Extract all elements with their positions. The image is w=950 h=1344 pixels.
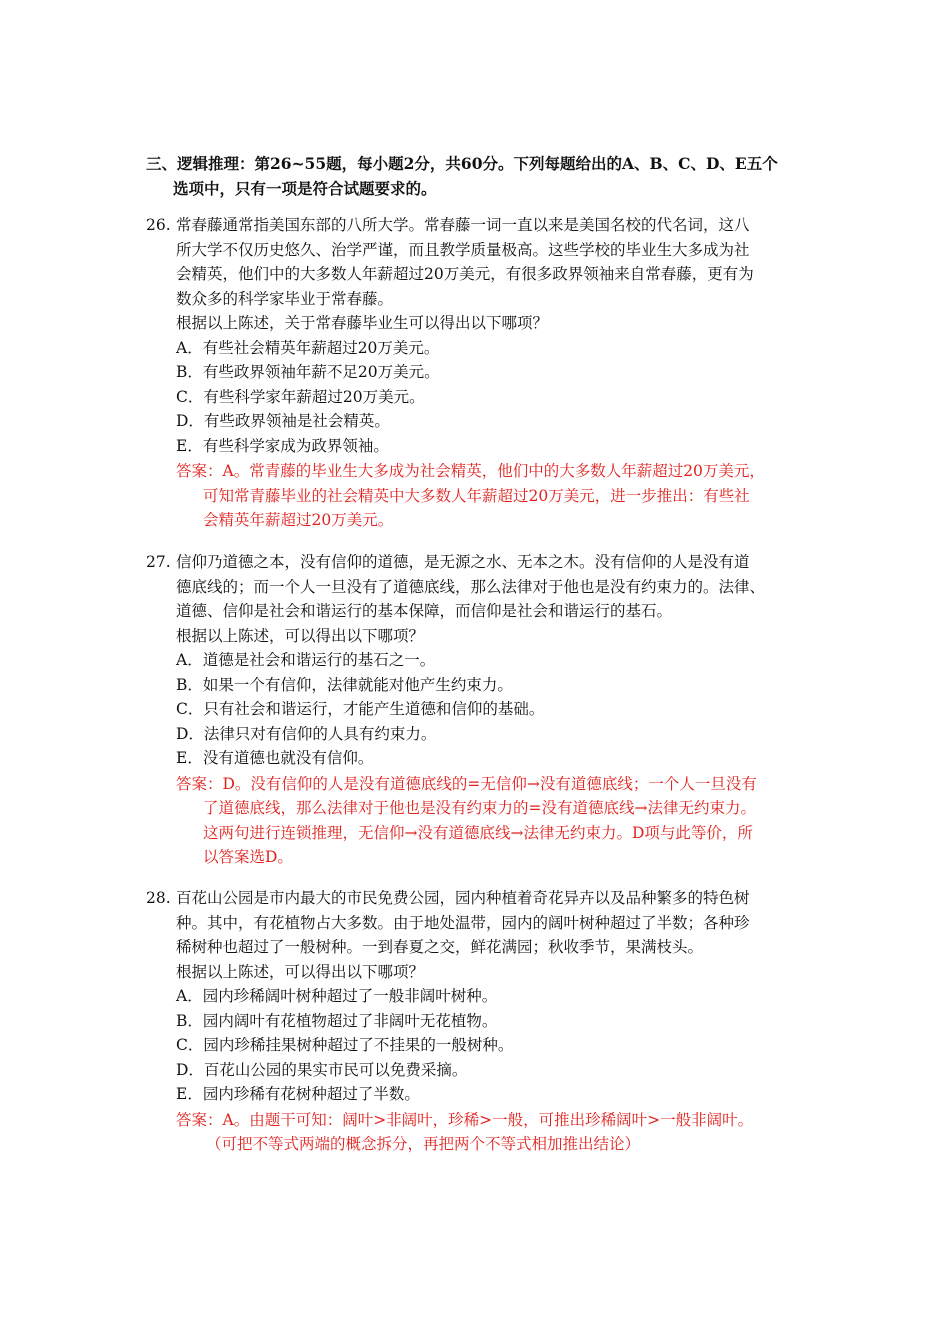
question-prompt: 根据以上陈述，可以得出以下哪项？ bbox=[176, 962, 425, 981]
section-heading-line-1: 三、逻辑推理：第26~55题，每小题2分，共60分。下列每题给出的A、B、C、D、E五个 bbox=[146, 154, 778, 173]
question-prompt: 根据以上陈述，可以得出以下哪项？ bbox=[176, 626, 425, 645]
answer-line: 可知常青藤毕业的社会精英中大多数人年薪超过20万美元，进一步推出：有些社 bbox=[203, 486, 750, 505]
option-b: B．如果一个有信仰，法律就能对他产生约束力。 bbox=[176, 675, 513, 694]
option-b: B．有些政界领袖年薪不足20万美元。 bbox=[176, 363, 440, 381]
question-number: 27. bbox=[146, 553, 171, 571]
question-stem-line: 所大学不仅历史悠久、治学严谨，而且教学质量极高。这些学校的毕业生大多成为社 bbox=[176, 240, 750, 259]
question-stem-line: 德底线的；而一个人一旦没有了道德底线，那么法律对于他也是没有约束力的。法律、 bbox=[176, 577, 766, 596]
option-c: C．只有社会和谐运行，才能产生道德和信仰的基础。 bbox=[176, 700, 545, 718]
option-a: A．有些社会精英年薪超过20万美元。 bbox=[176, 338, 440, 357]
question-stem-line: 常春藤通常指美国东部的八所大学。常春藤一词一直以来是美国名校的代名词，这八 bbox=[176, 216, 750, 234]
option-a: A．园内珍稀阔叶树种超过了一般非阔叶树种。 bbox=[176, 987, 498, 1005]
answer-explanation bbox=[176, 459, 811, 533]
answer-line: 了道德底线，那么法律对于他也是没有约束力的=没有道德底线→法律无约束力。 bbox=[203, 799, 756, 817]
question-26 bbox=[146, 213, 811, 533]
question-prompt: 根据以上陈述，关于常春藤毕业生可以得出以下哪项？ bbox=[176, 314, 549, 332]
option-c: C．园内珍稀挂果树种超过了不挂果的一般树种。 bbox=[176, 1036, 514, 1054]
answer-line: 答案：A。常青藤的毕业生大多成为社会精英，他们中的大多数人年薪超过20万美元， bbox=[176, 462, 765, 480]
answer-line: 会精英年薪超过20万美元。 bbox=[203, 511, 394, 529]
answer-line: 答案：A。由题干可知：阔叶>非阔叶，珍稀>一般，可推出珍稀阔叶>一般非阔叶。 bbox=[176, 1110, 754, 1129]
answer-line: 以答案选D。 bbox=[203, 848, 293, 866]
answer-line: （可把不等式两端的概念拆分，再把两个不等式相加推出结论） bbox=[206, 1135, 641, 1153]
option-d: D．法律只对有信仰的人具有约束力。 bbox=[176, 724, 437, 743]
section-heading bbox=[146, 151, 806, 201]
option-e: E．有些科学家成为政界领袖。 bbox=[176, 436, 389, 455]
question-stem-line: 信仰乃道德之本，没有信仰的道德，是无源之水、无本之木。没有信仰的人是没有道 bbox=[176, 553, 750, 571]
option-d: D．有些政界领袖是社会精英。 bbox=[176, 412, 390, 430]
question-number: 26. bbox=[146, 216, 171, 234]
question-number: 28. bbox=[146, 889, 171, 907]
answer-explanation bbox=[176, 1108, 811, 1157]
answer-line: 答案：D。没有信仰的人是没有道德底线的=无信仰→没有道德底线；一个人一旦没有 bbox=[176, 774, 757, 793]
section-heading-line-2: 选项中，只有一项是符合试题要求的。 bbox=[173, 179, 437, 198]
question-stem-line: 道德、信仰是社会和谐运行的基本保障，而信仰是社会和谐运行的基石。 bbox=[176, 602, 673, 620]
option-c: C．有些科学家年薪超过20万美元。 bbox=[176, 387, 425, 406]
option-d: D．百花山公园的果实市民可以免费采摘。 bbox=[176, 1060, 468, 1079]
question-stem-line: 数众多的科学家毕业于常春藤。 bbox=[176, 289, 394, 308]
option-b: B．园内阔叶有花植物超过了非阔叶无花植物。 bbox=[176, 1011, 498, 1030]
answer-explanation bbox=[176, 772, 811, 870]
option-a: A．道德是社会和谐运行的基石之一。 bbox=[176, 651, 436, 669]
answer-line: 这两句进行连锁推理，无信仰→没有道德底线→法律无约束力。D项与此等价，所 bbox=[203, 823, 753, 842]
question-28 bbox=[146, 886, 811, 1157]
question-27 bbox=[146, 550, 811, 870]
question-stem-line: 稀树种也超过了一般树种。一到春夏之交，鲜花满园；秋收季节，果满枝头。 bbox=[176, 938, 704, 956]
option-e: E．园内珍稀有花树种超过了半数。 bbox=[176, 1085, 420, 1103]
question-stem-line: 百花山公园是市内最大的市民免费公园，园内种植着奇花异卉以及品种繁多的特色树 bbox=[176, 889, 750, 907]
option-e: E．没有道德也就没有信仰。 bbox=[176, 749, 374, 767]
question-stem-line: 会精英，他们中的大多数人年薪超过20万美元，有很多政界领袖来自常春藤，更有为 bbox=[176, 265, 754, 283]
question-stem-line: 种。其中，有花植物占大多数。由于地处温带，园内的阔叶树种超过了半数；各种珍 bbox=[176, 913, 750, 932]
